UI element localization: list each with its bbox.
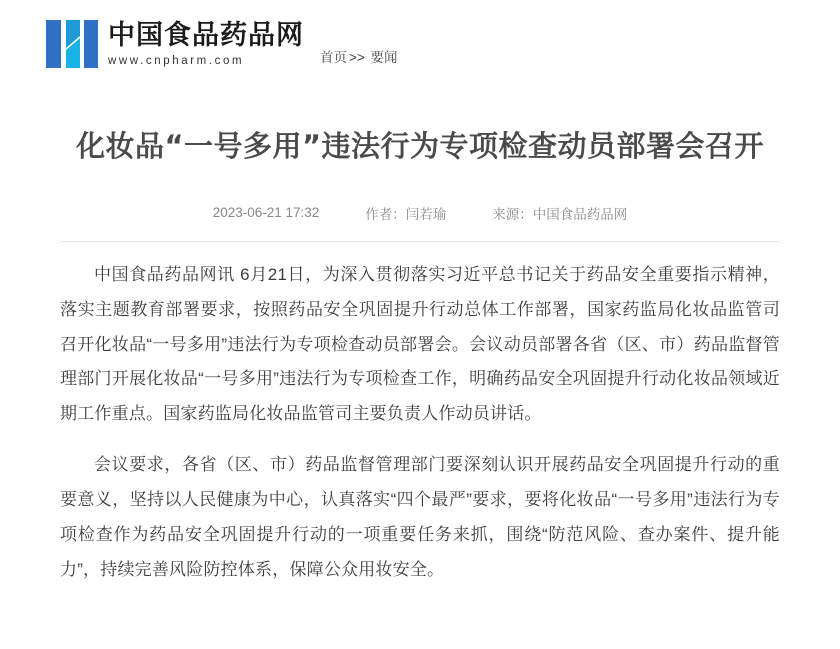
- site-url: www.cnpharm.com: [108, 54, 245, 67]
- article-author: 作者：闫若瑜: [365, 206, 447, 222]
- publish-datetime: 2023-06-21 17:32: [212, 205, 320, 221]
- article-paragraph: 中国食品药品网讯 6月21日，为深入贯彻落实习近平总书记关于药品安全重要指示精神，落实主题教育部署要求，按照药品安全巩固提升行动总体工作部署，国家药监局化妆品监管司召开化妆品“一号多用”违法行为专项检查动员部署会。会议动员部署各省（区、市）药品监督管理部门开展化妆品“一号多用”违法行为专项检查工作，明确药品安全巩固提升行动化妆品领域近期工作重点。国家药监局化妆品监管司主要负责人作动员讲话。: [60, 264, 780, 424]
- breadcrumb: [320, 46, 398, 66]
- breadcrumb-item-current[interactable]: 要闻: [370, 50, 398, 65]
- site-logo[interactable]: [44, 18, 304, 70]
- article-body: [60, 258, 780, 588]
- breadcrumb-separator: >>: [349, 50, 365, 65]
- page-title: 化妆品“一号多用”违法行为专项检查动员部署会召开: [75, 129, 765, 163]
- site-header: [0, 0, 840, 72]
- article-meta: [60, 203, 780, 242]
- article-source: 来源：中国食品药品网: [492, 206, 628, 222]
- article: [0, 124, 840, 588]
- breadcrumb-item-home[interactable]: 首页: [320, 50, 347, 65]
- article-paragraph: 会议要求，各省（区、市）药品监督管理部门要深刻认识开展药品安全巩固提升行动的重要意义，坚持以人民健康为中心，认真落实“四个最严”要求，要将化妆品“一号多用”违法行为专项检查作为药品安全巩固提升行动的一项重要任务来抓，围绕“防范风险、查办案件、提升能力”，持续完善风险防控体系，保障公众用妆安全。: [60, 455, 780, 579]
- cnpharm-logo-icon: [44, 18, 100, 70]
- site-name: 中国食品药品网: [108, 20, 304, 52]
- logo-text-block: [108, 18, 304, 70]
